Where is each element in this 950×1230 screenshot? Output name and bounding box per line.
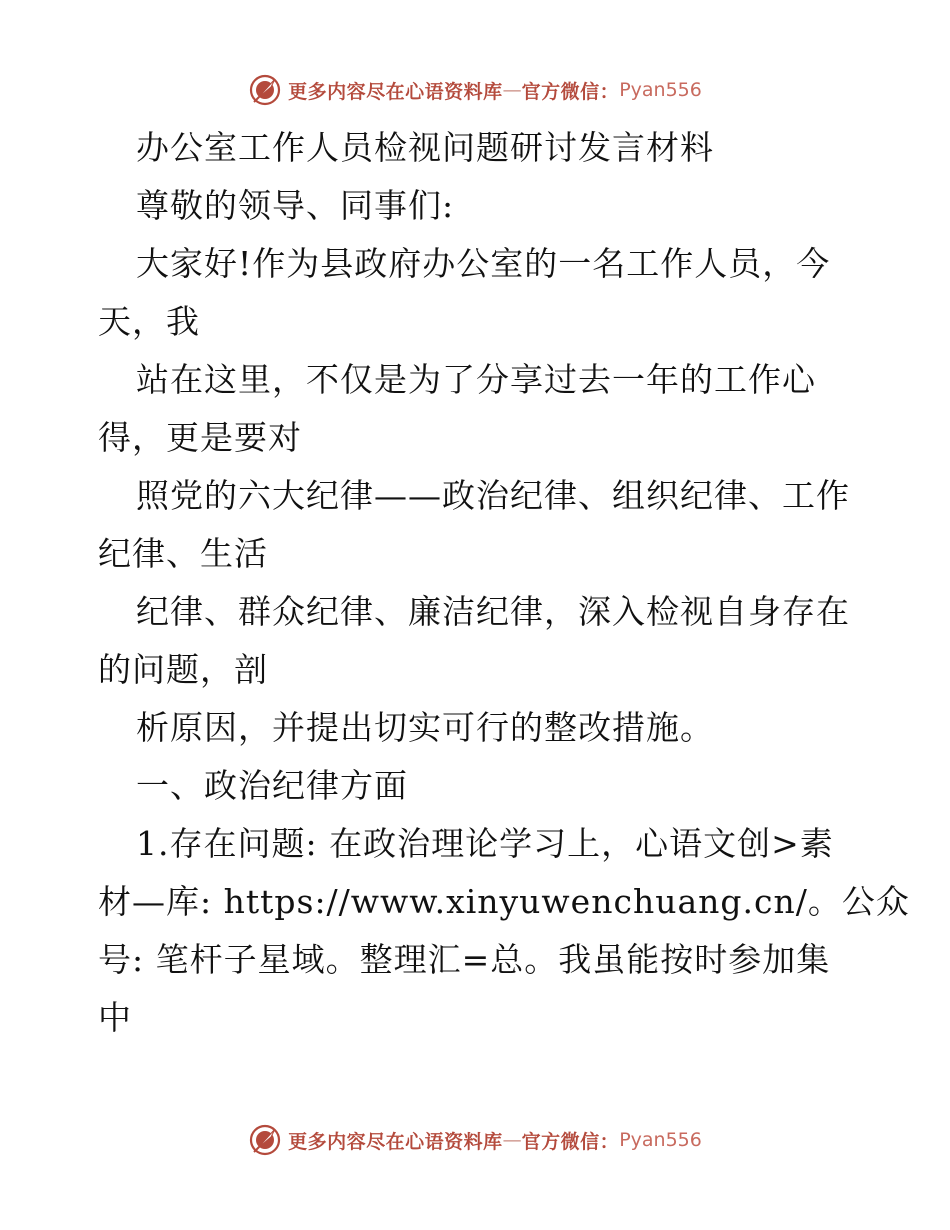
paragraph-line: 中 [98, 998, 132, 1037]
section-heading: 一、政治纪律方面 [136, 766, 408, 805]
header-watermark [0, 70, 950, 110]
watermark-wechat-id: Pyan556 [619, 1129, 702, 1151]
watermark-wechat-label: 官方微信： [521, 80, 620, 103]
watermark-main-text: 更多内容尽在心语资料库 [288, 80, 503, 103]
paragraph-line: 得，更是要对 [98, 418, 302, 457]
quill-logo-icon [248, 1123, 282, 1157]
watermark-main-text: 更多内容尽在心语资料库 [288, 1130, 503, 1153]
paragraph-line: 析原因，并提出切实可行的整改措施。 [136, 708, 714, 747]
watermark-dash: — [502, 1129, 522, 1151]
footer-watermark [0, 1120, 950, 1160]
paragraph-line: 纪律、群众纪律、廉洁纪律，深入检视自身存在 [136, 592, 850, 631]
watermark-dash: — [502, 79, 522, 101]
watermark-wechat-label: 官方微信： [521, 1130, 620, 1153]
paragraph-line: 的问题，剖 [98, 650, 268, 689]
paragraph-line: 号: 笔杆子星域。整理汇=总。我虽能按时参加集 [98, 940, 831, 979]
paragraph-line: 纪律、生活 [98, 534, 268, 573]
document-title: 办公室工作人员检视问题研讨发言材料 [136, 128, 714, 167]
paragraph-line: 站在这里，不仅是为了分享过去一年的工作心 [136, 360, 816, 399]
paragraph-line: 1.存在问题: 在政治理论学习上，心语文创>素 [136, 824, 834, 863]
salutation: 尊敬的领导、同事们: [136, 186, 455, 225]
watermark-wechat-id: Pyan556 [619, 79, 702, 101]
paragraph-line: 照党的六大纪律——政治纪律、组织纪律、工作 [136, 476, 850, 515]
paragraph-line: 材—库: https://www.xinyuwenchuang.cn/。公众 [98, 882, 910, 921]
paragraph-line: 天，我 [98, 302, 200, 341]
quill-logo-icon [248, 73, 282, 107]
paragraph-line: 大家好!作为县政府办公室的一名工作人员，今 [136, 244, 831, 283]
